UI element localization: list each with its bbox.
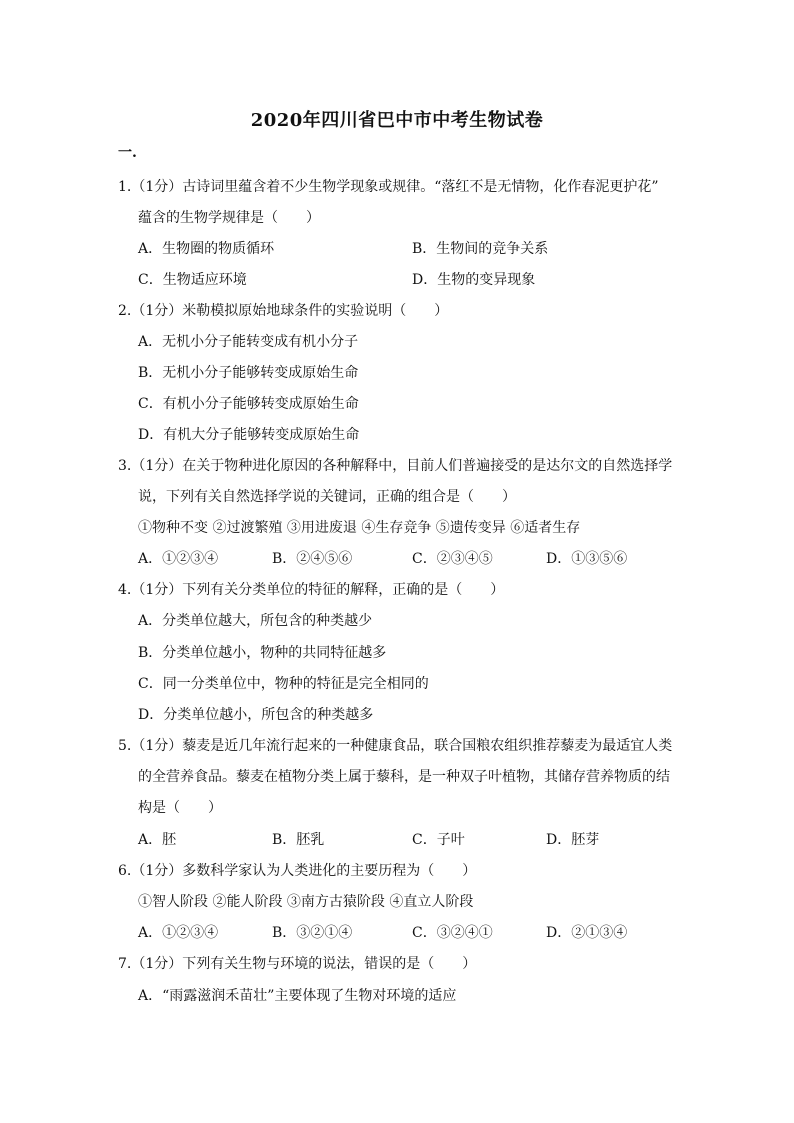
- page-title: 2020年四川省巴中市中考生物试卷: [250, 110, 544, 131]
- question-3-items: ①物种不变 ②过渡繁殖 ③用进废退 ④生存竞争 ⑤遗传变异 ⑥适者生存: [138, 520, 581, 536]
- question-1-option-d: D．生物的变异现象: [412, 272, 536, 288]
- question-3-stem-line-1: 3.（1分）在关于物种进化原因的各种解释中，目前人们普遍接受的是达尔文的自然选择学: [118, 458, 673, 474]
- question-6-items: ①智人阶段 ②能人阶段 ③南方古猿阶段 ④直立人阶段: [138, 894, 474, 910]
- question-1-stem-line-1: 1.（1分）古诗词里蕴含着不少生物学现象或规律。“落红不是无情物，化作春泥更护花”: [118, 179, 659, 195]
- question-2-option-d: D．有机大分子能够转变成原始生命: [138, 427, 360, 443]
- question-4-option-d: D．分类单位越小，所包含的种类越多: [138, 707, 374, 723]
- question-3-option-b: B．②④⑤⑥: [272, 551, 353, 567]
- question-5-option-b: B．胚乳: [272, 832, 325, 848]
- question-2-option-b: B．无机小分子能够转变成原始生命: [138, 365, 359, 381]
- question-3-stem-line-2: 说，下列有关自然选择学说的关键词，正确的组合是（ ）: [138, 489, 516, 505]
- question-2-stem: 2.（1分）米勒模拟原始地球条件的实验说明（ ）: [118, 303, 449, 319]
- question-5-option-a: A．胚: [138, 832, 177, 848]
- question-1-option-a: A．生物圈的物质循环: [138, 241, 275, 257]
- question-6-option-d: D．②①③④: [546, 925, 628, 941]
- question-3-option-d: D．①③⑤⑥: [546, 551, 628, 567]
- question-6-option-b: B．③②①④: [272, 925, 353, 941]
- question-5-option-d: D．胚芽: [546, 832, 600, 848]
- question-3-option-a: A．①②③④: [138, 551, 219, 567]
- question-4-option-b: B．分类单位越小，物种的共同特征越多: [138, 645, 387, 661]
- question-1-option-b: B．生物间的竞争关系: [412, 241, 549, 257]
- question-1-option-c: C．生物适应环境: [138, 272, 247, 288]
- section-heading: 一.: [118, 145, 137, 161]
- question-1-stem-line-2: 蕴含的生物学规律是（ ）: [138, 210, 320, 226]
- question-5-stem-line-3: 构是（ ）: [138, 800, 222, 816]
- question-4-option-c: C．同一分类单位中，物种的特征是完全相同的: [138, 676, 429, 692]
- question-5-stem-line-1: 5.（1分）藜麦是近几年流行起来的一种健康食品，联合国粮农组织推荐藜麦为最适宜人类: [118, 738, 673, 754]
- question-7-option-a: A．“雨露滋润禾苗壮”主要体现了生物对环境的适应: [138, 988, 457, 1004]
- question-6-stem: 6.（1分）多数科学家认为人类进化的主要历程为（ ）: [118, 863, 477, 879]
- question-2-option-c: C．有机小分子能够转变成原始生命: [138, 396, 359, 412]
- question-3-option-c: C．②③④⑤: [412, 551, 493, 567]
- question-6-option-c: C．③②④①: [412, 925, 493, 941]
- question-6-option-a: A．①②③④: [138, 925, 219, 941]
- question-4-option-a: A．分类单位越大，所包含的种类越少: [138, 613, 373, 629]
- question-7-stem: 7.（1分）下列有关生物与环境的说法，错误的是（ ）: [118, 956, 477, 972]
- question-4-stem: 4.（1分）下列有关分类单位的特征的解释，正确的是（ ）: [118, 582, 505, 598]
- question-5-option-c: C．子叶: [412, 832, 465, 848]
- question-5-stem-line-2: 的全营养食品。藜麦在植物分类上属于藜科，是一种双子叶植物，其储存营养物质的结: [138, 769, 670, 785]
- question-2-option-a: A．无机小分子能转变成有机小分子: [138, 334, 359, 350]
